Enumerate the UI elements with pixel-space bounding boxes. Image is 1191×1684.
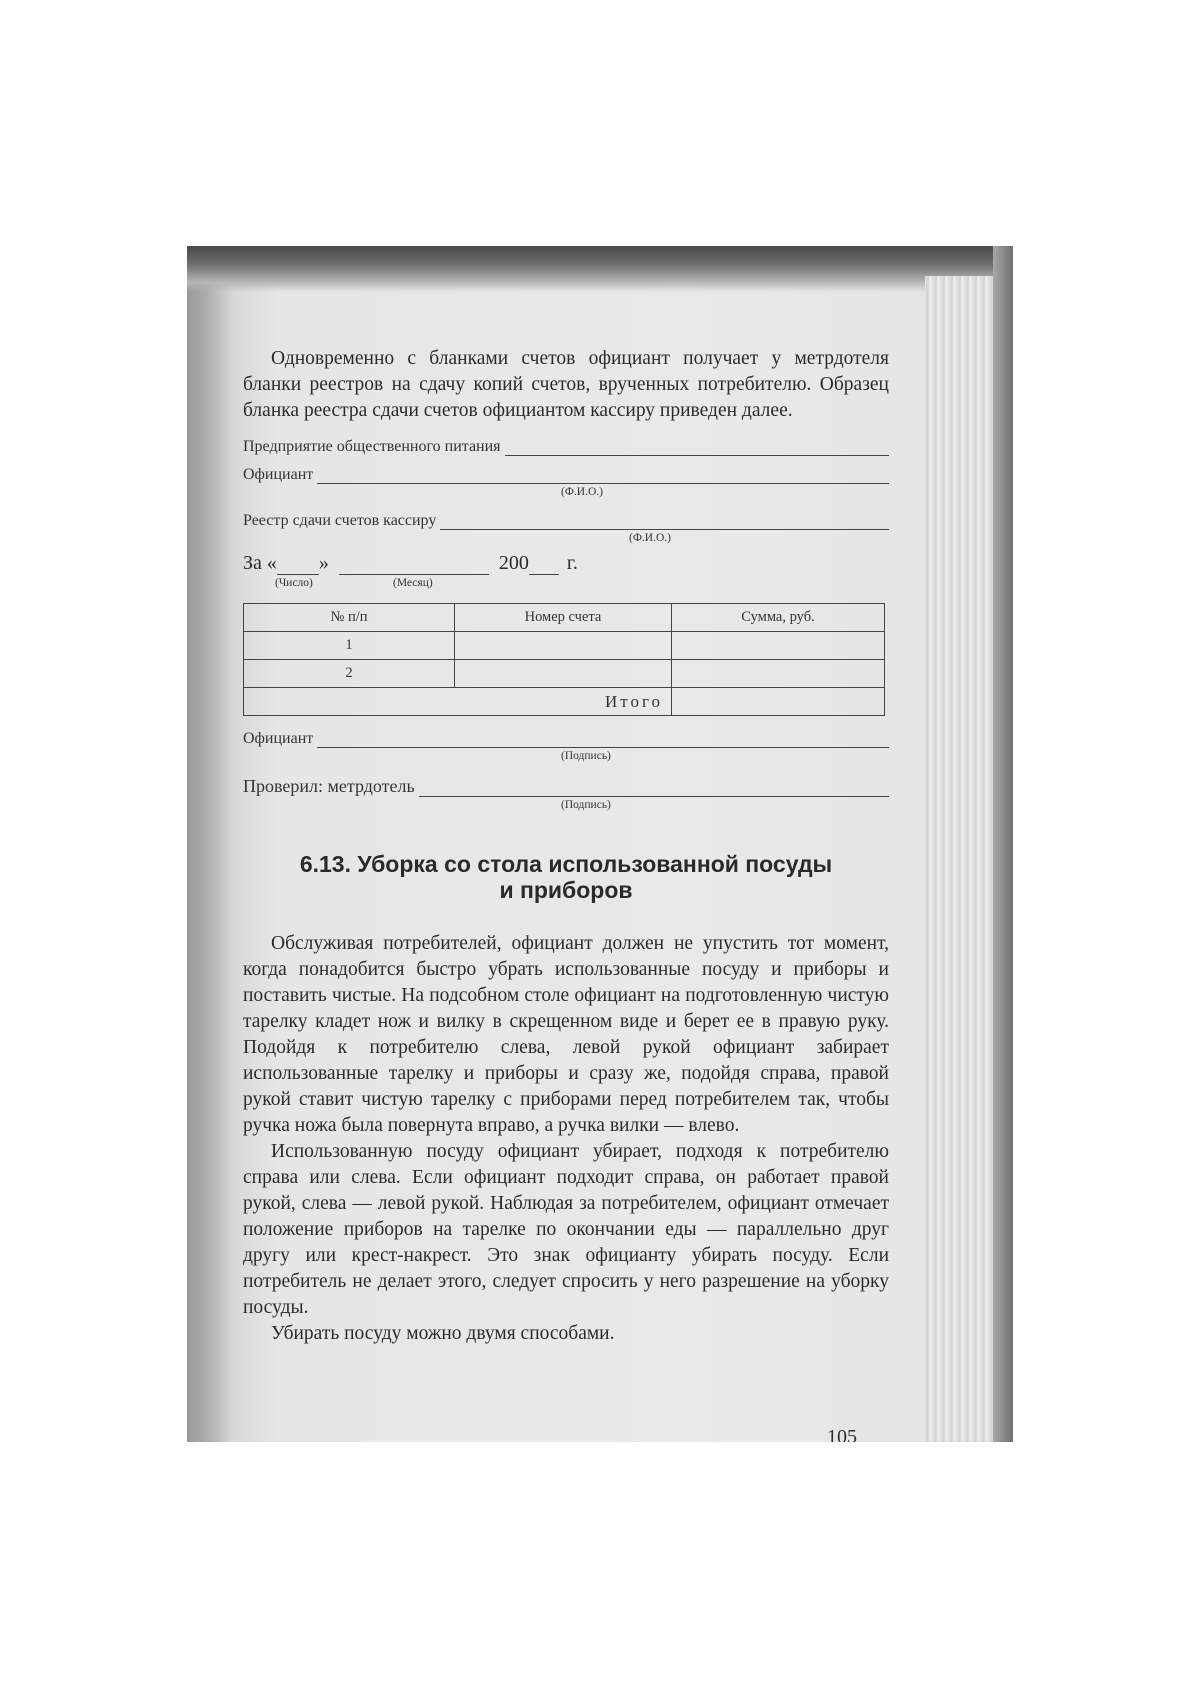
- registry-label: Реестр сдачи счетов кассиру: [243, 512, 437, 529]
- signature-caption: (Подпись): [561, 750, 611, 762]
- total-sum-cell: [672, 688, 885, 716]
- header-cell-sum: Сумма, руб.: [672, 604, 885, 632]
- month-blank: [339, 556, 489, 575]
- waiter-line: [243, 466, 889, 484]
- enterprise-label: Предприятие общественного питания: [243, 438, 501, 455]
- checked-line: [243, 776, 889, 797]
- page-number: 105: [827, 1426, 857, 1442]
- body-paragraph: Обслуживая потребителей, официант должен не упустить тот момент, когда понадобится быстро убрать использованные посуду и приборы и поставить чистые. На подсобном столе официант на подготовленную чистую тарелку кладет нож и вилку в скрещенном виде и берет ее в правую руку. Подойдя к потребителю слева, левой рукой официант забирает использованные тарелку и приборы и сразу же, подойдя справа, правой рукой ставит чистую тарелку с приборами перед потребителем так, чтобы ручка ножа была повернута вправо, а ручка вилки — влево.: [243, 933, 889, 1136]
- signature-caption-row: [243, 748, 889, 764]
- checked-label: Проверил: метрдотель: [243, 776, 415, 796]
- checked-blank: [419, 779, 889, 797]
- date-caption-row: [243, 575, 889, 591]
- registry-form: [243, 438, 889, 813]
- header-cell-number: № п/п: [244, 604, 455, 632]
- day-blank: [277, 556, 319, 575]
- intro-paragraph: Одновременно с бланками счетов официант получает у метрдотеля бланки реестров на сдачу копий счетов, врученных потребителю. Образец бланка реестра сдачи счетов официантом кассиру приведен далее.: [243, 348, 889, 421]
- checked-signature-caption: (Подпись): [561, 799, 611, 811]
- signature-waiter-blank: [317, 730, 889, 748]
- waiter-blank: [317, 466, 889, 484]
- body-paragraph: Убирать посуду можно двумя способами.: [271, 1323, 615, 1344]
- checked-caption-row: [243, 797, 889, 813]
- table-row: [244, 660, 885, 688]
- signature-waiter-label: Официант: [243, 730, 314, 747]
- date-quote-close: »: [318, 552, 329, 574]
- page-text-area: [243, 346, 889, 1347]
- table-header-row: [244, 604, 885, 632]
- registry-blank: [440, 512, 889, 530]
- registry-fio-caption-row: [243, 530, 889, 546]
- signature-waiter-line: [243, 730, 889, 748]
- waiter-label: Официант: [243, 466, 314, 483]
- table-row: [244, 632, 885, 660]
- total-label: Итого: [244, 688, 672, 716]
- section-title: [243, 851, 889, 903]
- waiter-fio-caption-row: [243, 484, 889, 500]
- registry-fio-caption: (Ф.И.О.): [629, 532, 671, 544]
- year-text: 200: [498, 552, 529, 574]
- section-title-line1: 6.13. Уборка со стола использованной посуды: [299, 851, 833, 877]
- row-sum-cell: [672, 660, 885, 688]
- registry-line: [243, 512, 889, 530]
- total-row: [244, 688, 885, 716]
- date-prefix: За «: [243, 552, 277, 574]
- year-blank: [529, 556, 559, 575]
- row-sum-cell: [672, 632, 885, 660]
- row-bill-cell: [455, 660, 672, 688]
- binding-shadow: [187, 246, 233, 1442]
- scanned-page: [187, 246, 1013, 1442]
- fio-caption: (Ф.И.О.): [561, 486, 603, 498]
- enterprise-line: [243, 438, 889, 456]
- body-paragraph: Использованную посуду официант убирает, подходя к потребителю справа или слева. Если официант подходит справа, он работает правой рукой, слева — левой рукой. Наблюдая за потребителем, официант отмечает положение приборов на тарелке по окончании еды — параллельно друг другу или крест-накрест. Это знак официанту убирать посуду. Если потребитель не делает этого, следует спросить у него разрешение на уборку посуды.: [243, 1141, 889, 1318]
- row-bill-cell: [455, 632, 672, 660]
- row-number-cell: 1: [244, 632, 455, 660]
- book-cover-edge: [993, 246, 1013, 1442]
- section-title-line2: и приборов: [499, 877, 633, 903]
- month-caption: (Месяц): [393, 577, 433, 589]
- date-line: [243, 552, 889, 575]
- header-cell-bill: Номер счета: [455, 604, 672, 632]
- day-caption: (Число): [275, 577, 313, 589]
- year-suffix: г.: [566, 552, 578, 574]
- enterprise-blank: [505, 438, 889, 456]
- top-edge-shadow: [187, 246, 1013, 292]
- registry-table: [243, 603, 885, 716]
- row-number-cell: 2: [244, 660, 455, 688]
